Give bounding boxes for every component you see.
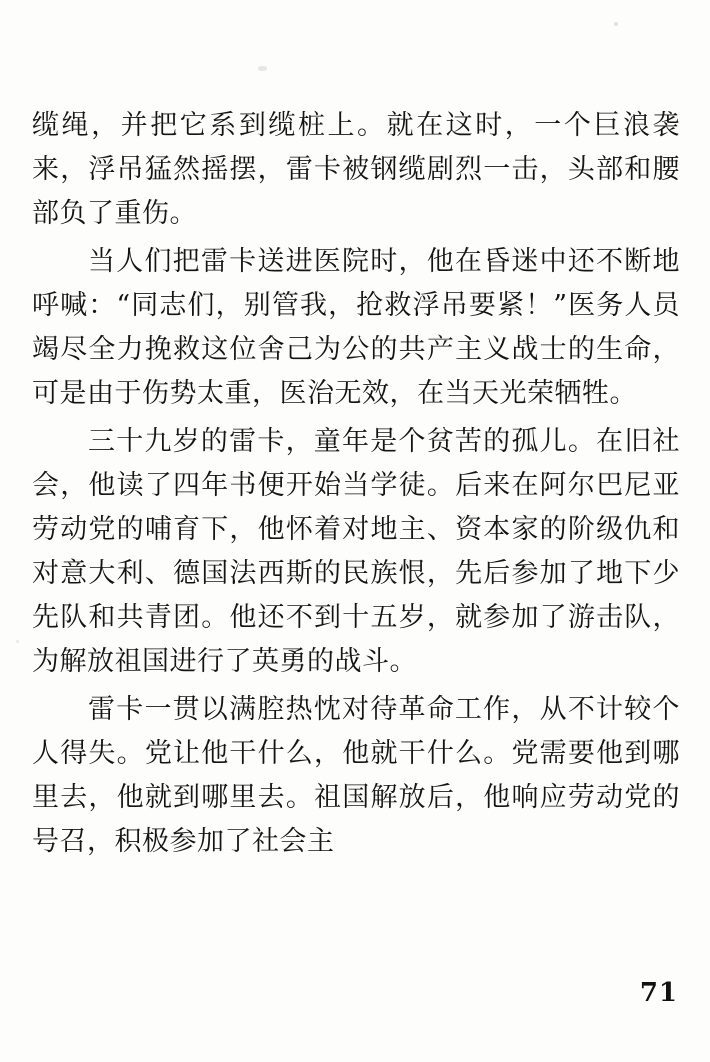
paper-speck-icon	[614, 22, 618, 26]
paragraph: 三十九岁的雷卡，童年是个贫苦的孤儿。在旧社会，他读了四年书便开始当学徒。后来在阿尔巴尼亚劳动党的哺育下，他怀着对地主、资本家的阶级仇和对意大利、德国法西斯的民族恨，先后参加了地下少先队和共青团。他还不到十五岁，就参加了游击队，为解放祖国进行了英勇的战斗。	[32, 426, 680, 677]
page-text-body	[32, 104, 680, 868]
paper-speck-icon	[16, 640, 19, 643]
paper-speck-icon	[258, 66, 267, 71]
paragraph: 缆绳，并把它系到缆桩上。就在这时，一个巨浪袭来，浮吊猛然摇摆，雷卡被钢缆剧烈一击，头部和腰部负了重伤。	[32, 110, 680, 229]
paragraph: 当人们把雷卡送进医院时，他在昏迷中还不断地呼喊：“同志们，别管我，抢救浮吊要紧！”医务人员竭尽全力挽救这位舍己为公的共产主义战士的生命，可是由于伤势太重，医治无效，在当天光荣牺牲。	[32, 246, 680, 409]
paragraph: 雷卡一贯以满腔热忱对待革命工作，从不计较个人得失。党让他干什么，他就干什么。党需要他到哪里去，他就到哪里去。祖国解放后，他响应劳动党的号召，积极参加了社会主	[32, 694, 680, 857]
page-number: 71	[639, 978, 678, 1008]
